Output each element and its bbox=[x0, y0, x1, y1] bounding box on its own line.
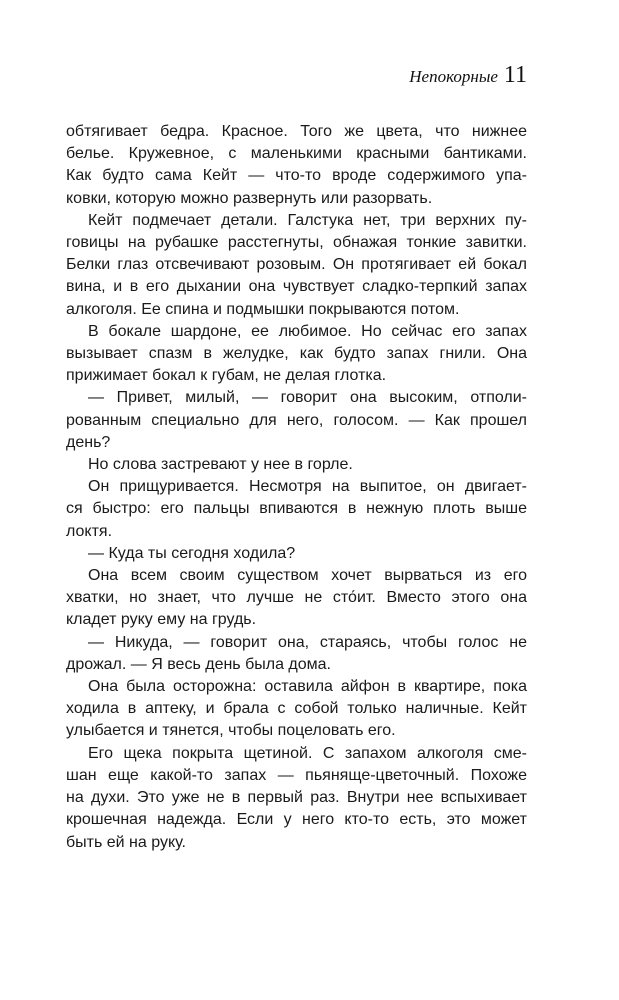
paragraph bbox=[66, 565, 527, 632]
text-line: прижимает бокал к губам, не делая глотка. bbox=[66, 367, 387, 385]
text-line: на духи. Это уже не в первый раз. Внутри нее вспыхивает bbox=[66, 789, 527, 807]
text-line: — Никуда, — говорит она, стараясь, чтобы голос не bbox=[88, 633, 527, 651]
text-line: шан еще какой-то запах — пьяняще-цветочный. Похоже bbox=[66, 766, 527, 784]
text-line: локтя. bbox=[66, 522, 113, 540]
text-line: день? bbox=[66, 433, 111, 451]
paragraph bbox=[66, 543, 527, 565]
text-line: хватки, но знает, что лучше не сто́ит. Вместо этого она bbox=[66, 589, 527, 607]
text-line: В бокале шардоне, ее любимое. Но сейчас его запах bbox=[88, 322, 527, 340]
body-text bbox=[66, 121, 527, 854]
paragraph bbox=[66, 676, 527, 743]
running-head bbox=[409, 62, 527, 89]
text-line: рованным специально для него, голосом. — Как прошел bbox=[66, 411, 527, 429]
text-line: — Куда ты сегодня ходила? bbox=[88, 544, 296, 562]
text-line: крошечная надежда. Если у него кто-то есть, это может bbox=[66, 811, 527, 829]
text-line: Она была осторожна: оставила айфон в квартире, пока bbox=[88, 678, 527, 696]
page-number: 11 bbox=[503, 62, 527, 88]
text-line: улыбается и тянется, чтобы поцеловать его. bbox=[66, 722, 396, 740]
text-line: обтягивает бедра. Красное. Того же цвета, что нижнее bbox=[66, 123, 527, 140]
text-line: дрожал. — Я весь день была дома. bbox=[66, 655, 331, 673]
paragraph bbox=[66, 454, 527, 476]
text-line: ся быстро: его пальцы впиваются в нежную плоть выше bbox=[66, 500, 527, 518]
text-line: Его щека покрыта щетиной. С запахом алкоголя сме- bbox=[88, 744, 527, 762]
text-line: вина, и в его дыхании она чувствует сладко-терпкий запах bbox=[66, 278, 527, 296]
text-line: вызывает спазм в желудке, как будто запах гнили. Она bbox=[66, 345, 527, 363]
text-line: белье. Кружевное, с маленькими красными бантиками. bbox=[66, 145, 527, 163]
text-line: Как будто сама Кейт — что-то вроде содержимого упа- bbox=[66, 167, 527, 185]
text-line: быть ей на руку. bbox=[66, 833, 186, 851]
paragraph bbox=[66, 476, 527, 543]
text-line: алкоголя. Ее спина и подмышки покрываются потом. bbox=[66, 300, 460, 318]
text-line: ходила в аптеку, и брала с собой только наличные. Кейт bbox=[66, 700, 527, 718]
text-line: Он прищуривается. Несмотря на выпитое, он двигает- bbox=[88, 478, 527, 496]
text-line: — Привет, милый, — говорит она высоким, отполи- bbox=[88, 389, 527, 407]
paragraph bbox=[66, 210, 527, 321]
text-line: ковки, которую можно развернуть или разорвать. bbox=[66, 189, 433, 207]
paragraph bbox=[66, 632, 527, 676]
text-line: говицы на рубашке расстегнуты, обнажая тонкие завитки. bbox=[66, 234, 527, 252]
paragraph bbox=[66, 387, 527, 454]
text-line: Но слова застревают у нее в горле. bbox=[88, 456, 353, 474]
paragraph bbox=[66, 743, 527, 854]
book-title: Непокорные bbox=[409, 67, 498, 86]
paragraph bbox=[66, 121, 527, 210]
paragraph bbox=[66, 321, 527, 388]
text-line: Белки глаз отсвечивают розовым. Он протягивает ей бокал bbox=[66, 256, 527, 274]
text-line: кладет руку ему на грудь. bbox=[66, 611, 257, 629]
text-line: Кейт подмечает детали. Галстука нет, три верхних пу- bbox=[88, 211, 527, 229]
text-line: Она всем своим существом хочет вырваться из его bbox=[88, 567, 527, 585]
